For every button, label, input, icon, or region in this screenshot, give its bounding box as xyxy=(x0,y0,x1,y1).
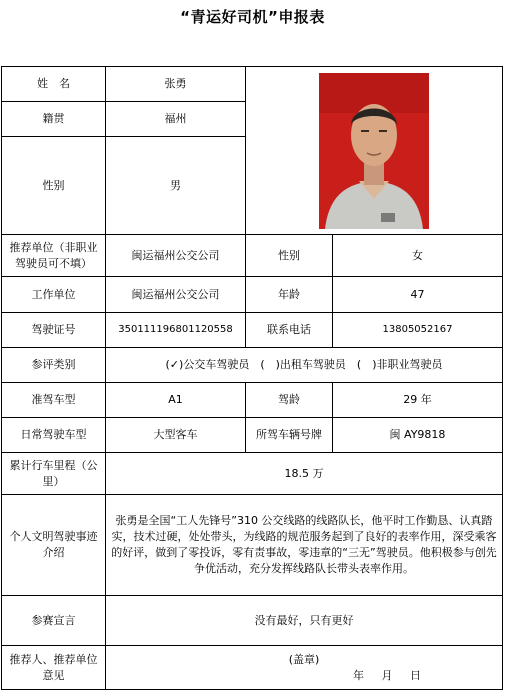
mileage-label: 累计行车里程（公里） xyxy=(2,453,106,495)
photo-cell xyxy=(246,67,503,235)
native-place-label: 籍贯 xyxy=(2,102,106,137)
phone-value: 13805052167 xyxy=(333,313,503,348)
intro-label: 个人文明驾驶事迹介绍 xyxy=(2,495,106,596)
recommender-opinion-cell xyxy=(106,646,503,690)
declaration-label: 参赛宣言 xyxy=(2,596,106,646)
intro-text: 张勇是全国“工人先锋号”310 公交线路的线路队长，他平时工作勤恳、认真踏实，技术过硬，处处带头，为线路的规范服务起到了良好的表率作用，深受乘客的好评，做到了零投诉，零有责事故，零违章的“三无”驾驶员。他积极参与创先争优活动，充分发挥线路队长带头表率作用。 xyxy=(106,495,503,596)
plate-value: 闽 AY9818 xyxy=(333,418,503,453)
driving-years-value: 29 年 xyxy=(333,383,503,418)
portrait-photo-icon xyxy=(319,73,429,229)
mileage-value: 18.5 万 xyxy=(106,453,503,495)
vehicle-type-label: 准驾车型 xyxy=(2,383,106,418)
work-unit-value: 闽运福州公交公司 xyxy=(106,277,246,313)
seal-text: (盖章) xyxy=(288,652,320,666)
daily-vehicle-label: 日常驾驶车型 xyxy=(2,418,106,453)
age-label: 年龄 xyxy=(246,277,333,313)
plate-label: 所驾车辆号牌 xyxy=(246,418,333,453)
work-unit-label: 工作单位 xyxy=(2,277,106,313)
portrait-photo xyxy=(319,73,429,229)
daily-vehicle-value: 大型客车 xyxy=(106,418,246,453)
gender-value: 男 xyxy=(106,137,246,235)
phone-label: 联系电话 xyxy=(246,313,333,348)
gender2-value: 女 xyxy=(333,235,503,277)
gender2-label: 性别 xyxy=(246,235,333,277)
age-value: 47 xyxy=(333,277,503,313)
declaration-value: 没有最好，只有更好 xyxy=(106,596,503,646)
license-label: 驾驶证号 xyxy=(2,313,106,348)
license-value: 350111196801120558 xyxy=(106,313,246,348)
date-text: 年 月 日 xyxy=(353,668,421,682)
gender-label: 性别 xyxy=(2,137,106,235)
recommend-unit-label: 推荐单位（非职业驾驶员可不填） xyxy=(2,235,106,277)
form-title: “青运好司机”申报表 xyxy=(180,8,325,26)
category-value: (✓)公交车驾驶员 ( )出租车驾驶员 ( )非职业驾驶员 xyxy=(106,348,503,383)
driving-years-label: 驾龄 xyxy=(246,383,333,418)
recommend-unit-value: 闽运福州公交公司 xyxy=(106,235,246,277)
recommender-label: 推荐人、推荐单位意见 xyxy=(2,646,106,690)
name-label: 姓 名 xyxy=(2,67,106,102)
native-place-value: 福州 xyxy=(106,102,246,137)
category-label: 参评类别 xyxy=(2,348,106,383)
application-form-table xyxy=(1,66,503,690)
name-value: 张勇 xyxy=(106,67,246,102)
vehicle-type-value: A1 xyxy=(106,383,246,418)
